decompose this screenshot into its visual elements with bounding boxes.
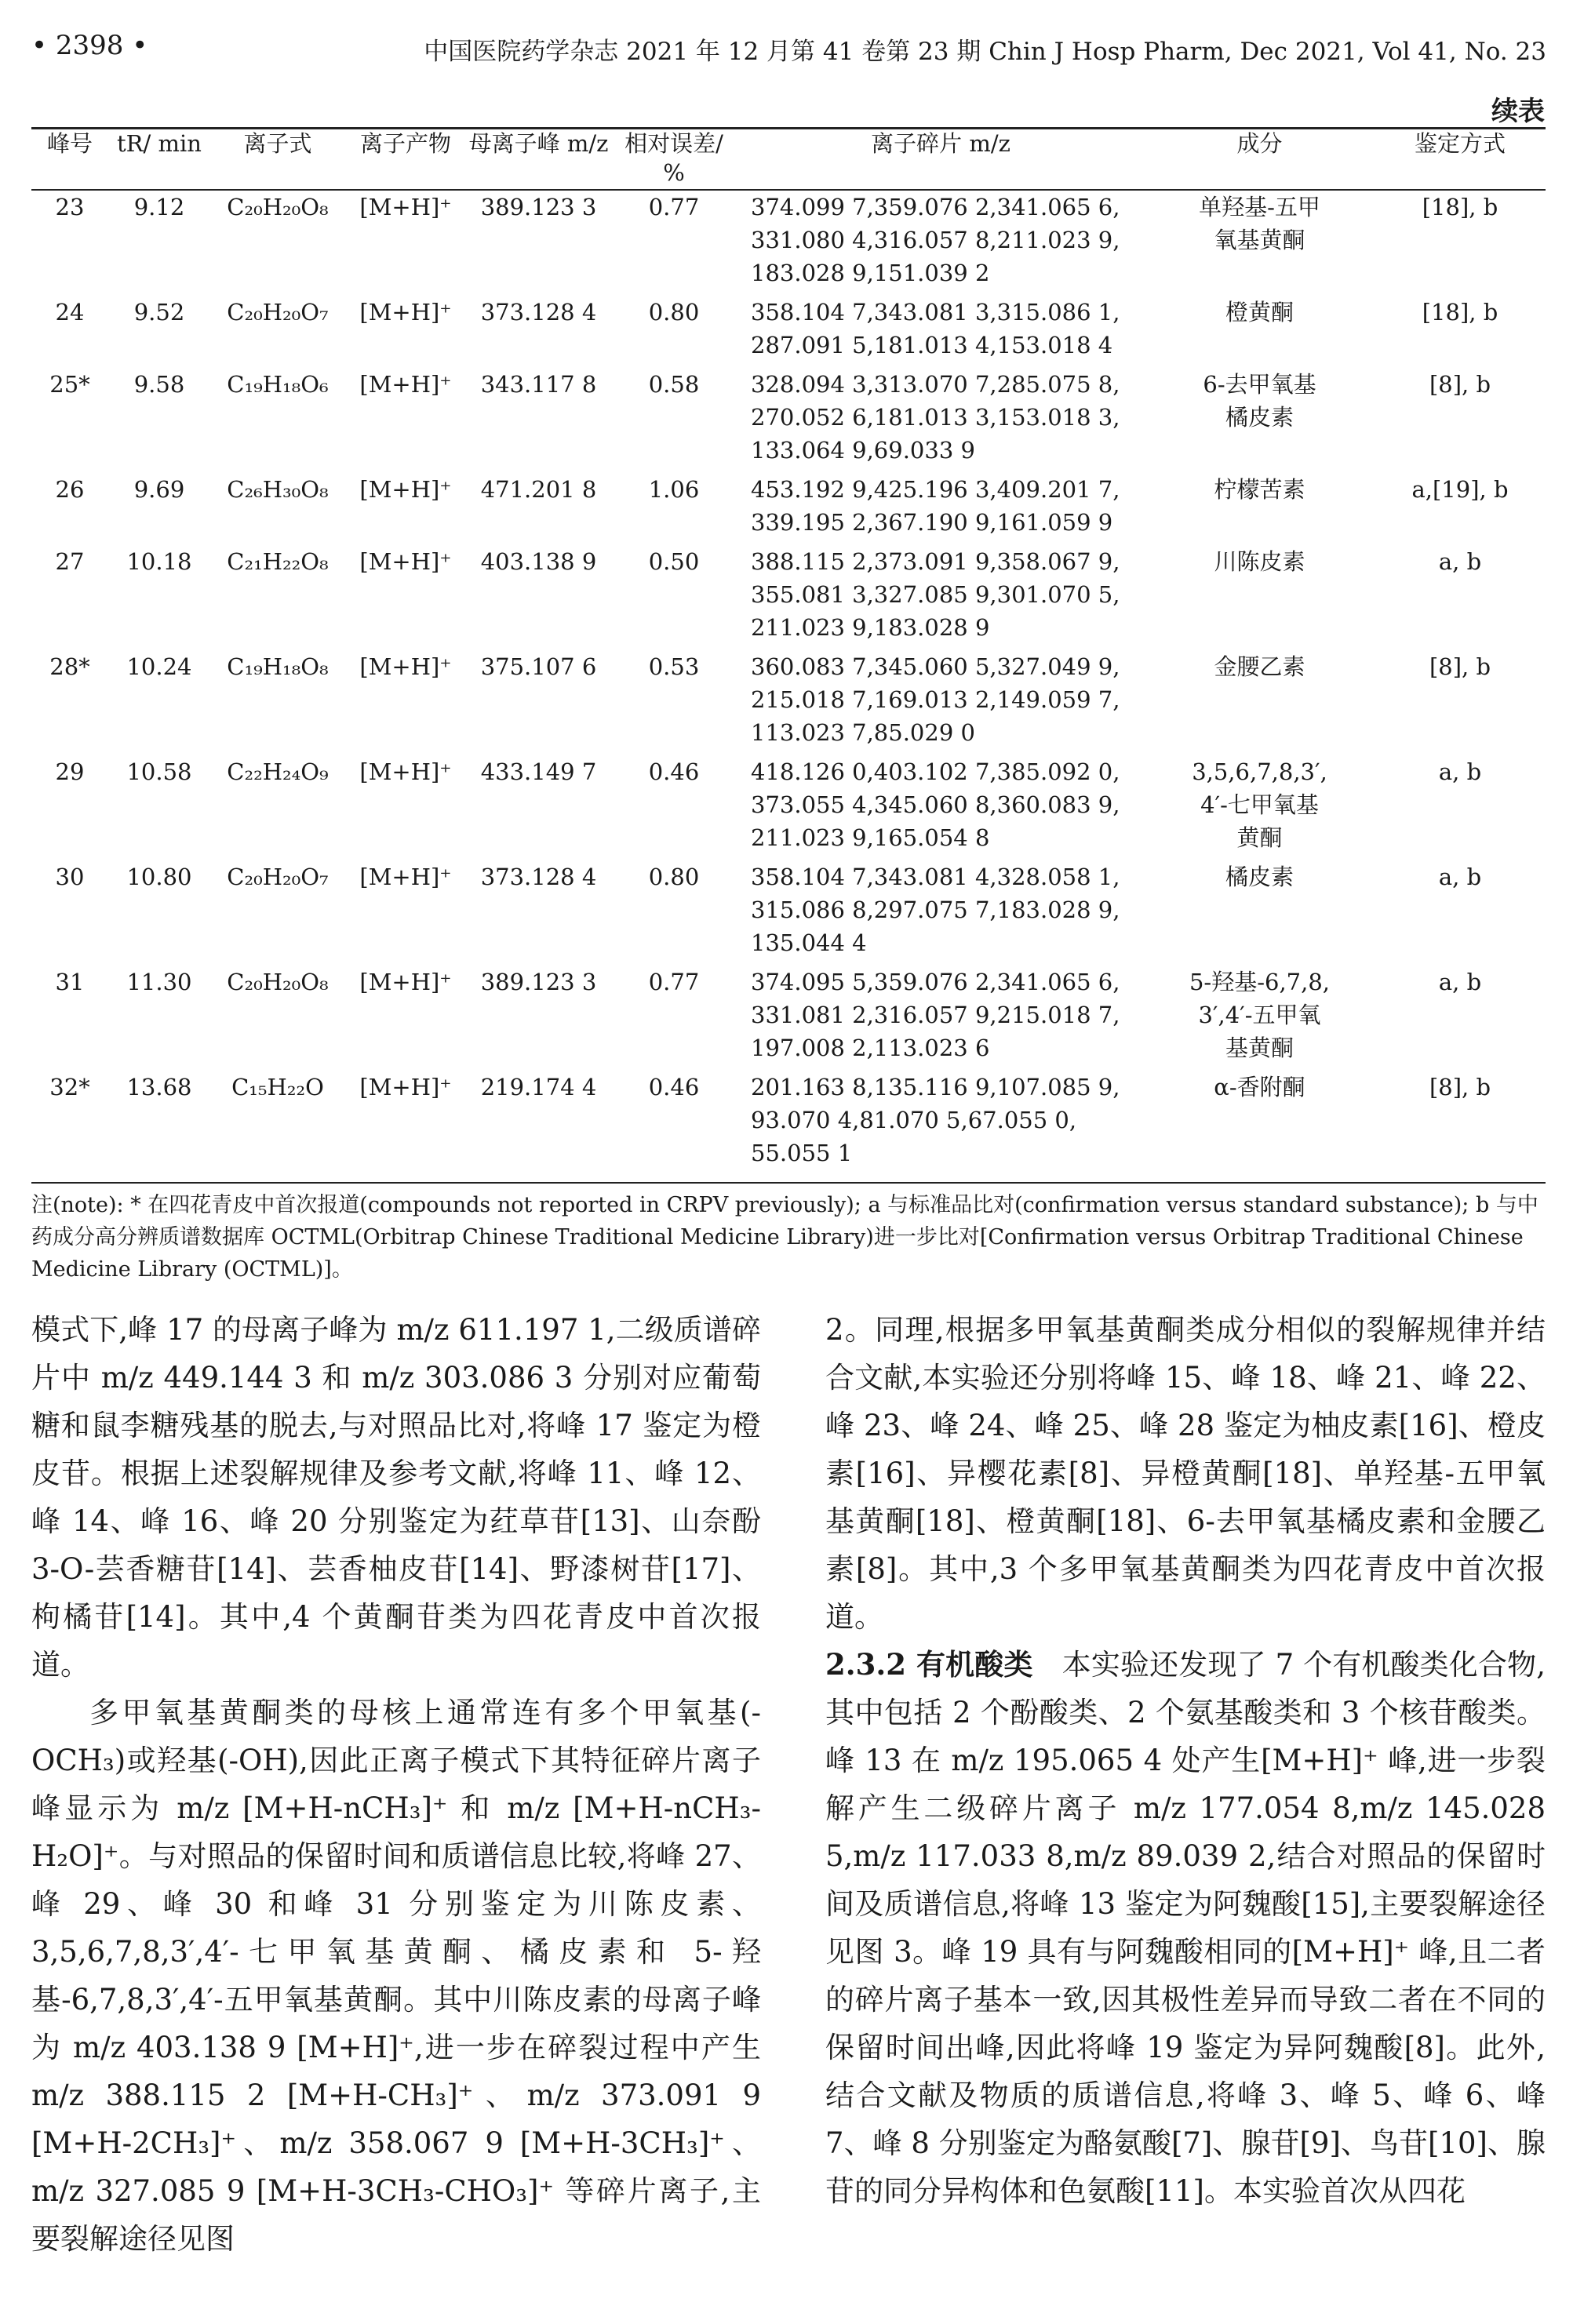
- cell-parent: 343.117 8: [480, 371, 597, 398]
- cell-parent: 389.123 3: [480, 194, 597, 220]
- cell-ion: [M+H]⁺: [359, 299, 452, 326]
- cell-error: 0.77: [648, 969, 700, 995]
- paragraph: 模式下,峰 17 的母离子峰为 m/z 611.197 1,二级质谱碎片中 m/z 449.144 3 和 m/z 303.086 3 分别对应葡萄糖和鼠李糖残基的脱去,与对照品比对,将峰 17 鉴定为橙皮苷。根据上述裂解规律及参考文献,将峰 11、峰 12、峰 14、峰 16、峰 20 分别鉴定为荭草苷[13]、山奈酚 3-O-芸香糖苷[14]、芸香柚皮苷[14]、野漆树苷[17]、枸橘苷[14]。其中,4 个黄酮苷类为四花青皮中首次报道。: [31, 1313, 761, 1682]
- cell-ion: [M+H]⁺: [359, 864, 452, 890]
- table-row: [31, 467, 1546, 539]
- cell-peak: 29: [55, 758, 85, 785]
- body-column-right: [825, 1306, 1546, 2215]
- th-ion-product: 离子产物: [345, 129, 466, 191]
- cell-fragments: 358.104 7,343.081 4,328.058 1, 315.086 8,297.075 7,183.028 9, 135.044 4: [751, 864, 1120, 956]
- cell-ion: [M+H]⁺: [359, 969, 452, 995]
- cell-error: 0.77: [648, 194, 700, 220]
- th-fragments: 离子碎片 m/z: [737, 129, 1145, 191]
- cell-tr: 10.80: [126, 864, 192, 890]
- cell-tr: 9.52: [133, 299, 185, 326]
- cell-method: a, b: [1438, 758, 1482, 785]
- results-table: [31, 127, 1546, 1184]
- cell-peak: 32*: [31, 1064, 108, 1183]
- cell-error: 0.80: [648, 864, 700, 890]
- cell-component: 橘皮素: [1225, 864, 1294, 890]
- th-relative-error: 相对误差/ %: [611, 129, 737, 191]
- cell-ion: [M+H]⁺: [345, 1064, 466, 1183]
- table-header-row: [31, 129, 1546, 191]
- cell-component: 橙黄酮: [1225, 299, 1294, 326]
- table-row: [31, 959, 1546, 1064]
- cell-tr: 13.68: [108, 1064, 210, 1183]
- cell-component: 柠檬苦素: [1214, 476, 1305, 503]
- cell-error: 0.46: [648, 758, 700, 785]
- cell-peak: 25*: [49, 371, 90, 398]
- cell-error: 0.50: [648, 548, 700, 575]
- cell-formula: C₁₉H₁₈O₆: [227, 371, 329, 398]
- cell-peak: 28*: [49, 653, 90, 680]
- table-row: [31, 854, 1546, 959]
- cell-fragments: 374.099 7,359.076 2,341.065 6, 331.080 4,316.057 8,211.023 9, 183.028 9,151.039 2: [751, 194, 1120, 286]
- th-peak: 峰号: [31, 129, 108, 191]
- cell-tr: 9.58: [133, 371, 185, 398]
- table-row: [31, 644, 1546, 749]
- th-retention-time: tR/ min: [108, 129, 210, 191]
- cell-tr: 10.58: [126, 758, 192, 785]
- cell-ion: [M+H]⁺: [359, 476, 452, 503]
- cell-peak: 26: [55, 476, 85, 503]
- cell-error: 0.46: [611, 1064, 737, 1183]
- paragraph: [825, 1641, 1546, 2215]
- cell-formula: C₂₀H₂₀O₈: [227, 969, 329, 995]
- cell-error: 0.80: [648, 299, 700, 326]
- cell-fragments: 360.083 7,345.060 5,327.049 9, 215.018 7,169.013 2,149.059 7, 113.023 7,85.029 0: [751, 653, 1120, 746]
- cell-component: 3,5,6,7,8,3′, 4′-七甲氧基 黄酮: [1192, 758, 1327, 851]
- cell-fragments: 453.192 9,425.196 3,409.201 7, 339.195 2,367.190 9,161.059 9: [751, 476, 1120, 536]
- cell-fragments: 374.095 5,359.076 2,341.065 6, 331.081 2,316.057 9,215.018 7, 197.008 2,113.023 6: [751, 969, 1120, 1061]
- table-row: [31, 362, 1546, 467]
- cell-formula: C₂₀H₂₀O₈: [227, 194, 329, 220]
- cell-peak: 24: [55, 299, 85, 326]
- body-column-left: [31, 1306, 761, 2263]
- cell-method: a, b: [1438, 864, 1482, 890]
- cell-ion: [M+H]⁺: [359, 194, 452, 220]
- cell-peak: 30: [55, 864, 85, 890]
- cell-method: [18], b: [1422, 299, 1498, 326]
- cell-parent: 219.174 4: [466, 1064, 611, 1183]
- table-note: 注(note): * 在四花青皮中首次报道(compounds not reported in CRPV previously); a 与标准品比对(confirmation versus standard substance); b 与中药成分高分辨质谱数据库 OCTML(Orbitrap Chinese Traditional Medicine Library)进一步比对[Confirmation versus Orbitrap Traditional Chinese Medicine Library (OCTML)]。: [31, 1193, 1538, 1282]
- table-row: [31, 749, 1546, 854]
- cell-tr: 10.24: [126, 653, 192, 680]
- table-row: [31, 1064, 1546, 1183]
- cell-formula: C₂₆H₃₀O₈: [227, 476, 329, 503]
- cell-peak: 27: [55, 548, 85, 575]
- cell-tr: 10.18: [126, 548, 192, 575]
- th-method: 鉴定方式: [1375, 129, 1546, 191]
- cell-formula: C₂₀H₂₀O₇: [227, 299, 329, 326]
- cell-formula: C₂₂H₂₄O₉: [227, 758, 329, 785]
- cell-parent: 389.123 3: [480, 969, 597, 995]
- paragraph-text: 本实验还发现了 7 个有机酸类化合物,其中包括 2 个酚酸类、2 个氨基酸类和 3 个核苷酸类。峰 13 在 m/z 195.065 4 处产生[M+H]⁺ 峰,进一步裂解产生二级碎片离子 m/z 177.054 8,m/z 145.028 5,m/z 117.033 8,m/z 89.039 2,结合对照品的保留时间及质谱信息,将峰 13 鉴定为阿魏酸[15],主要裂解途径见图 3。峰 19 具有与阿魏酸相同的[M+H]⁺ 峰,且二者的碎片离子基本一致,因其极性差异而导致二者在不同的保留时间出峰,因此将峰 19 鉴定为异阿魏酸[8]。此外,结合文献及物质的质谱信息,将峰 3、峰 5、峰 6、峰 7、峰 8 分别鉴定为酪氨酸[7]、腺苷[9]、鸟苷[10]、腺苷的同分异构体和色氨酸[11]。本实验首次从四花: [825, 1648, 1546, 2208]
- cell-tr: 9.69: [133, 476, 185, 503]
- cell-error: 1.06: [648, 476, 700, 503]
- cell-fragments: 328.094 3,313.070 7,285.075 8, 270.052 6,181.013 3,153.018 3, 133.064 9,69.033 9: [751, 371, 1120, 464]
- cell-parent: 403.138 9: [480, 548, 597, 575]
- table-row: [31, 539, 1546, 644]
- cell-parent: 375.107 6: [480, 653, 597, 680]
- cell-ion: [M+H]⁺: [359, 548, 452, 575]
- section-heading: 2.3.2 有机酸类: [825, 1647, 1033, 1682]
- cell-error: 0.53: [648, 653, 700, 680]
- cell-component: 6-去甲氧基 橘皮素: [1203, 371, 1316, 431]
- cell-fragments: 358.104 7,343.081 3,315.086 1, 287.091 5,181.013 4,153.018 4: [751, 299, 1120, 358]
- cell-method: a,[19], b: [1411, 476, 1509, 503]
- cell-parent: 471.201 8: [480, 476, 597, 503]
- cell-method: [8], b: [1429, 653, 1491, 680]
- cell-formula: C₁₉H₁₈O₈: [227, 653, 329, 680]
- cell-parent: 373.128 4: [480, 299, 597, 326]
- cell-method: a, b: [1438, 969, 1482, 995]
- cell-formula: C₂₁H₂₂O₈: [227, 548, 329, 575]
- table-row: [31, 289, 1546, 362]
- th-formula: 离子式: [210, 129, 345, 191]
- cell-component: α-香附酮: [1145, 1064, 1375, 1183]
- cell-method: a, b: [1438, 548, 1482, 575]
- cell-error: 0.58: [648, 371, 700, 398]
- th-component: 成分: [1145, 129, 1375, 191]
- cell-ion: [M+H]⁺: [359, 758, 452, 785]
- paragraph: 2。同理,根据多甲氧基黄酮类成分相似的裂解规律并结合文献,本实验还分别将峰 15、峰 18、峰 21、峰 22、峰 23、峰 24、峰 25、峰 28 鉴定为柚皮素[16]、橙皮素[16]、异樱花素[8]、异橙黄酮[18]、单羟基-五甲氧基黄酮[18]、橙黄酮[18]、6-去甲氧基橘皮素和金腰乙素[8]。其中,3 个多甲氧基黄酮类为四花青皮中首次报道。: [825, 1313, 1546, 1634]
- cell-component: 川陈皮素: [1214, 548, 1305, 575]
- table-row: [31, 190, 1546, 289]
- cell-tr: 9.12: [133, 194, 185, 220]
- cell-fragments: 388.115 2,373.091 9,358.067 9, 355.081 3,327.085 9,301.070 5, 211.023 9,183.028 9: [751, 548, 1120, 641]
- cell-method: [8], b: [1375, 1064, 1546, 1183]
- cell-ion: [M+H]⁺: [359, 371, 452, 398]
- cell-peak: 23: [55, 194, 85, 220]
- cell-tr: 11.30: [126, 969, 192, 995]
- table-continued-label: 续表: [1491, 96, 1545, 127]
- paragraph: 多甲氧基黄酮类的母核上通常连有多个甲氧基(-OCH₃)或羟基(-OH),因此正离子模式下其特征碎片离子峰显示为 m/z [M+H-nCH₃]⁺ 和 m/z [M+H-nCH₃-H₂O]⁺。与对照品的保留时间和质谱信息比较,将峰 27、峰 29、峰 30 和峰 31 分别鉴定为川陈皮素、3,5,6,7,8,3′,4′-七甲氧基黄酮、橘皮素和 5-羟基-6,7,8,3′,4′-五甲氧基黄酮。其中川陈皮素的母离子峰为 m/z 403.138 9 [M+H]⁺,进一步在碎裂过程中产生 m/z 388.115 2 [M+H-CH₃]⁺、m/z 373.091 9 [M+H-2CH₃]⁺、m/z 358.067 9 [M+H-3CH₃]⁺、m/z 327.085 9 [M+H-3CH₃-CHO₃]⁺ 等碎片离子,主要裂解途径见图: [31, 1696, 761, 2256]
- cell-peak: 31: [55, 969, 85, 995]
- cell-fragments: 201.163 8,135.116 9,107.085 9, 93.070 4,81.070 5,67.055 0, 55.055 1: [737, 1064, 1145, 1183]
- cell-ion: [M+H]⁺: [359, 653, 452, 680]
- cell-component: 单羟基-五甲 氧基黄酮: [1199, 194, 1320, 253]
- cell-parent: 373.128 4: [480, 864, 597, 890]
- cell-fragments: 418.126 0,403.102 7,385.092 0, 373.055 4,345.060 8,360.083 9, 211.023 9,165.054 8: [751, 758, 1120, 851]
- page-number: • 2398 •: [31, 30, 148, 61]
- cell-formula: C₂₀H₂₀O₇: [227, 864, 329, 890]
- journal-header: 中国医院药学杂志 2021 年 12 月第 41 卷第 23 期 Chin J Hosp Pharm, Dec 2021, Vol 41, No. 23: [424, 38, 1546, 66]
- cell-method: [8], b: [1429, 371, 1491, 398]
- cell-formula: C₁₅H₂₂O: [210, 1064, 345, 1183]
- th-parent-ion: 母离子峰 m/z: [466, 129, 611, 191]
- cell-method: [18], b: [1422, 194, 1498, 220]
- cell-component: 5-羟基-6,7,8, 3′,4′-五甲氧 基黄酮: [1189, 969, 1331, 1061]
- cell-component: 金腰乙素: [1214, 653, 1305, 680]
- cell-parent: 433.149 7: [480, 758, 597, 785]
